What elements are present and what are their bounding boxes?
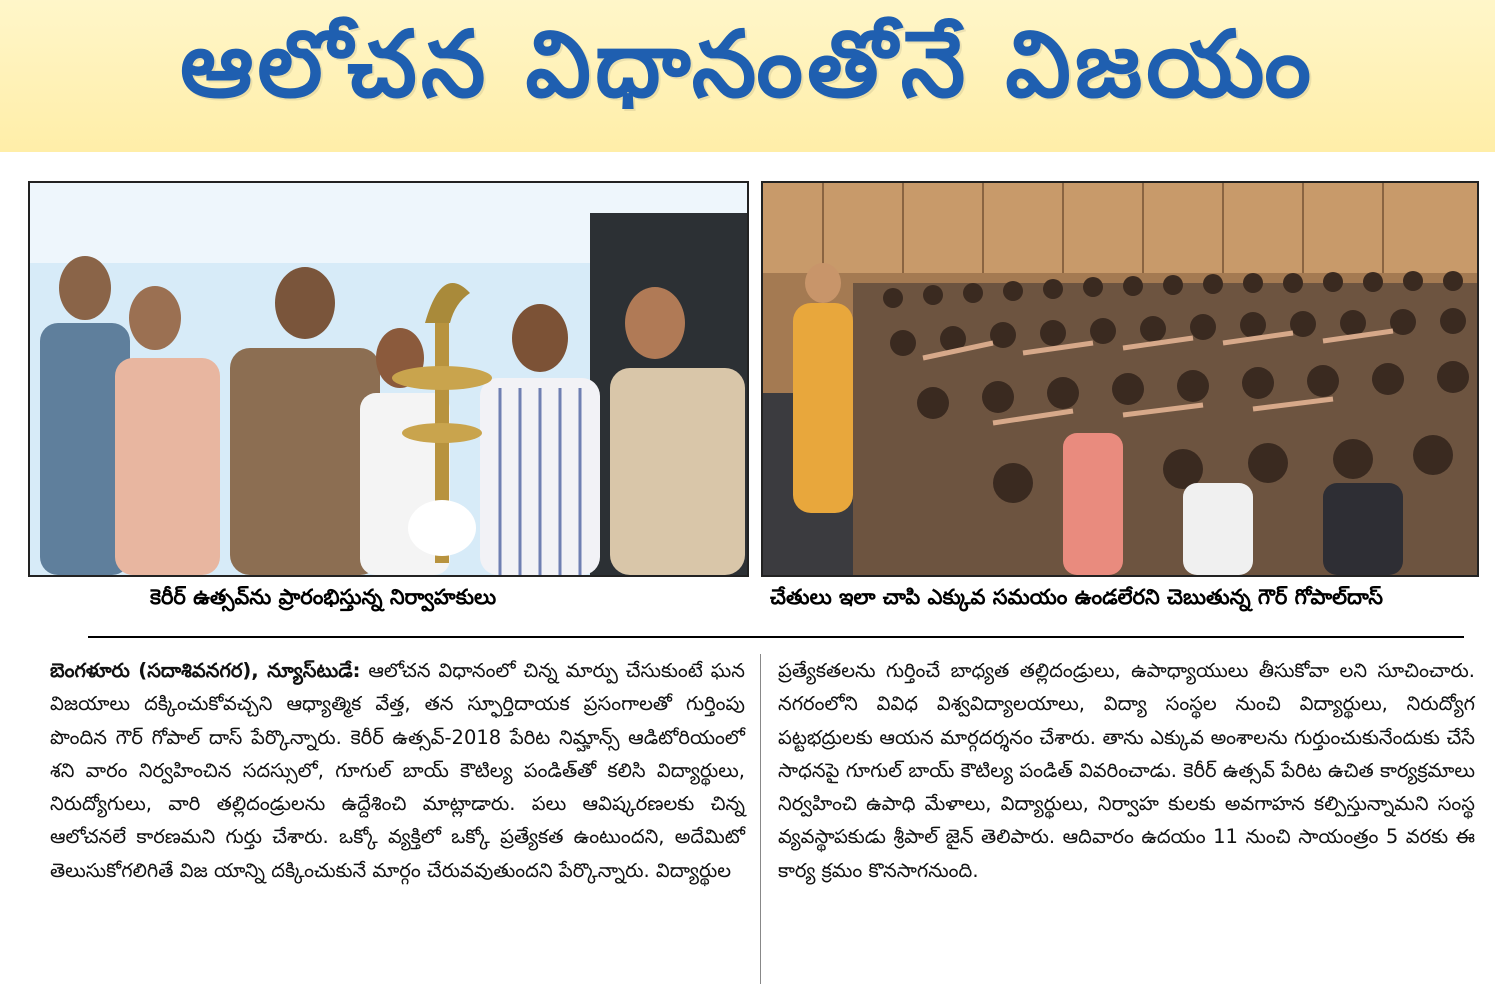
right-photo-caption: చేతులు ఇలా చాపి ఎక్కువ సమయం ఉండలేరని చెబుతున్న గౌర్ గోపాల్‌దాస్ xyxy=(770,585,1383,609)
lamp-lighting-photo xyxy=(28,181,749,577)
article-left-text: ఆలోచన విధానంలో చిన్న మార్పు చేసుకుంటే ఘన విజయాలు దక్కించుకోవచ్చని ఆధ్యాత్మిక వేత్త, తన స్ఫూర్తిదాయక ప్రసంగాలతో గుర్తింపు పొందిన గౌర్ గోపాల్ దాస్ పేర్కొన్నారు. కెరీర్ ఉత్సవ్-2018 పేరిట నిమ్హాన్స్ ఆడిటోరియంలో శని వారం నిర్వహించిన సదస్సులో, గూగుల్ బాయ్ కౌటిల్య పండిత్‌తో కలిసి విద్యార్థులు, నిరుద్యోగులు, వారి తల్లిదండ్రులను ఉద్దేశించి మాట్లాడారు. పలు ఆవిష్కరణలకు చిన్న ఆలోచనలే కారణమని గుర్తు చేశారు. ఒక్కో వ్యక్తిలో ఒక్కో ప్రత్యేకత ఉంటుందని, అదేమిటో తెలుసుకోగలిగితే విజ యాన్ని దక్కించుకునే మార్గం చేరువవుతుందని పేర్కొన్నారు. విద్యార్థుల xyxy=(50,659,745,882)
audience-photo xyxy=(761,181,1479,577)
article-column-left xyxy=(50,654,745,887)
article-paragraph-left xyxy=(50,654,745,887)
left-photo-caption: కెరీర్ ఉత్సవ్‌ను ప్రారంభిస్తున్న నిర్వాహకులు xyxy=(150,585,497,609)
column-divider xyxy=(760,654,761,984)
dateline: బెంగళూరు (సదాశివనగర), న్యూస్‌టుడే: xyxy=(50,659,361,682)
audience-illustration xyxy=(763,183,1477,575)
headline: ఆలోచన విధానంతోనే విజయం xyxy=(179,11,1316,118)
caption-divider-rule xyxy=(88,636,1464,638)
lamp-lighting-illustration xyxy=(30,183,747,575)
article-column-right xyxy=(778,654,1475,887)
headline-band xyxy=(0,0,1495,152)
article-right-text: ప్రత్యేకతలను గుర్తించే బాధ్యత తల్లిదండ్రులు, ఉపాధ్యాయులు తీసుకోవా లని సూచించారు. నగరంలోని వివిధ విశ్వవిద్యాలయాలు, విద్యా సంస్థల నుంచి విద్యార్థులు, నిరుద్యోగ పట్టభద్రులకు ఆయన మార్గదర్శనం చేశారు. తాను ఎక్కువ అంశాలను గుర్తుంచుకునేందుకు చేసే సాధనపై గూగుల్ బాయ్ కౌటిల్య పండిత్ వివరించాడు. కెరీర్ ఉత్సవ్ పేరిట ఉచిత కార్యక్రమాలు నిర్వహించి ఉపాధి మేళాలు, విద్యార్థులు, నిర్వాహ కులకు అవగాహన కల్పిస్తున్నామని సంస్థ వ్యవస్థాపకుడు శ్రీపాల్ జైన్ తెలిపారు. ఆదివారం ఉదయం 11 నుంచి సాయంత్రం 5 వరకు ఈ కార్య క్రమం కొనసాగనుంది. xyxy=(778,659,1475,882)
